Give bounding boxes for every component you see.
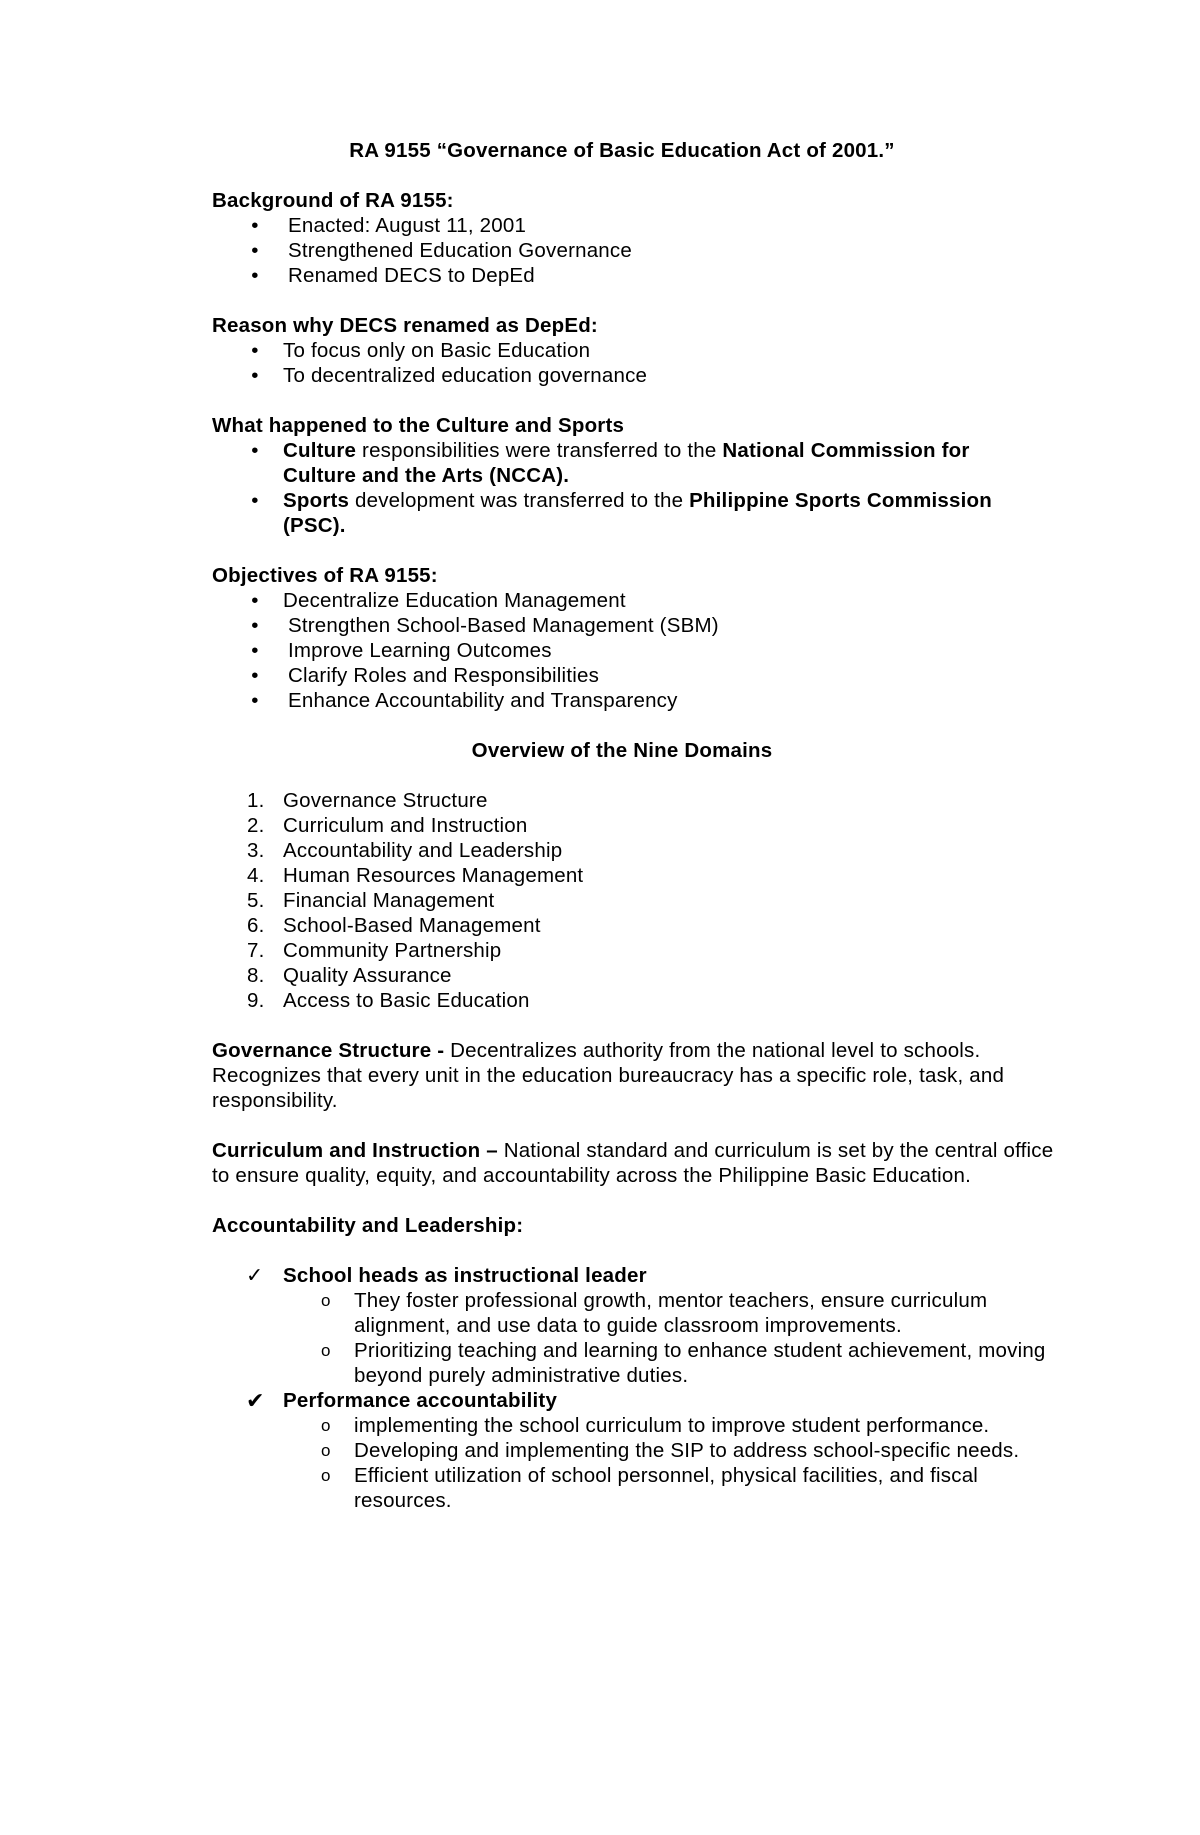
list-item: • Improve Learning Outcomes [212, 638, 1072, 663]
domains-heading: Overview of the Nine Domains [471, 739, 773, 762]
list-item: • Enhance Accountability and Transparency [212, 688, 1072, 713]
bullet-icon: • [251, 439, 259, 462]
document-content [212, 138, 1072, 1538]
document-title: RA 9155 “Governance of Basic Education Act of 2001.” [349, 139, 895, 162]
group-label: Performance accountability [283, 1389, 558, 1412]
culture-sports-section [212, 413, 1072, 538]
bullet-icon: • [251, 264, 259, 287]
list-item: • Enacted: August 11, 2001 [212, 213, 1072, 238]
sub-list [212, 1288, 1072, 1388]
group-label: School heads as instructional leader [283, 1264, 647, 1287]
list-item: 6. School-Based Management [247, 914, 541, 937]
domains-section [212, 788, 1072, 1013]
bullet-icon: • [251, 589, 259, 612]
governance-structure-paragraph [212, 1038, 1072, 1113]
governance-structure-term: Governance Structure - [212, 1039, 451, 1062]
domains-list [212, 788, 1072, 1013]
reason-section [212, 313, 1072, 388]
governance-structure-text: Decentralizes authority from the national level to schools. Recognizes that every unit in the education bureaucracy has a specific role, task, and responsibility. [212, 1039, 1005, 1112]
reason-list [212, 338, 1072, 388]
bullet-icon: • [251, 489, 259, 512]
bullet-icon: • [251, 364, 259, 387]
bullet-icon: • [251, 689, 259, 712]
list-item: • Strengthened Education Governance [212, 238, 1072, 263]
curriculum-instruction-text: National standard and curriculum is set by the central office to ensure quality, equity, and accountability across the Philippine Basic Education. [212, 1139, 1054, 1187]
reason-heading: Reason why DECS renamed as DepEd: [212, 314, 598, 337]
list-item: • Clarify Roles and Responsibilities [212, 663, 1072, 688]
objectives-section [212, 563, 1072, 713]
curriculum-instruction-paragraph [212, 1138, 1072, 1188]
culture-sports-list [212, 438, 1072, 538]
list-item: o Developing and implementing the SIP to address school-specific needs. [321, 1439, 1020, 1462]
objectives-list [212, 588, 1072, 713]
list-item [212, 1263, 1072, 1388]
list-item: 9. Access to Basic Education [247, 989, 530, 1012]
circle-bullet-icon: o [321, 1291, 331, 1310]
list-item: • Renamed DECS to DepEd [212, 263, 1072, 288]
list-item: • Strengthen School-Based Management (SBM) [212, 613, 1072, 638]
culture-sports-heading: What happened to the Culture and Sports [212, 414, 625, 437]
circle-bullet-icon: o [321, 1416, 331, 1435]
background-heading: Background of RA 9155: [212, 189, 454, 212]
accountability-list [212, 1263, 1072, 1513]
bullet-icon: • [251, 214, 259, 237]
circle-bullet-icon: o [321, 1466, 331, 1485]
list-item: • Culture responsibilities were transferred to the National Commission for Culture and the Arts (NCCA). [212, 438, 1003, 488]
bullet-icon: • [251, 639, 259, 662]
list-item: 4. Human Resources Management [247, 864, 584, 887]
list-item: o implementing the school curriculum to improve student performance. [321, 1414, 990, 1437]
list-item: • To focus only on Basic Education [212, 338, 1072, 363]
list-item: 8. Quality Assurance [247, 964, 452, 987]
list-item: o Prioritizing teaching and learning to enhance student achievement, moving beyond purely administrative duties. [321, 1339, 1046, 1387]
accountability-section [212, 1213, 1072, 1513]
objectives-heading: Objectives of RA 9155: [212, 564, 438, 587]
list-item: 2. Curriculum and Instruction [247, 814, 528, 837]
bullet-icon: • [251, 239, 259, 262]
sub-list [212, 1413, 1072, 1513]
bullet-icon: • [251, 614, 259, 637]
list-item: • Sports development was transferred to the Philippine Sports Commission (PSC). [212, 488, 1023, 538]
bullet-icon: • [251, 339, 259, 362]
list-item: o Efficient utilization of school personnel, physical facilities, and fiscal resources. [321, 1464, 979, 1512]
list-item: 5. Financial Management [247, 889, 495, 912]
list-item [212, 1388, 1072, 1513]
list-item: • Decentralize Education Management [212, 588, 1072, 613]
list-item: o They foster professional growth, mentor teachers, ensure curriculum alignment, and use data to guide classroom improvements. [321, 1289, 988, 1337]
checkmark-icon: ✔ [246, 1388, 265, 1413]
bullet-icon: • [251, 664, 259, 687]
curriculum-instruction-term: Curriculum and Instruction – [212, 1139, 504, 1162]
background-list [212, 213, 1072, 288]
circle-bullet-icon: o [321, 1341, 331, 1360]
accountability-heading: Accountability and Leadership: [212, 1214, 524, 1237]
checkmark-icon: ✓ [246, 1264, 264, 1287]
list-item: • To decentralized education governance [212, 363, 1072, 388]
list-item: 3. Accountability and Leadership [247, 839, 563, 862]
background-section [212, 188, 1072, 288]
list-item: 1. Governance Structure [247, 789, 488, 812]
circle-bullet-icon: o [321, 1441, 331, 1460]
list-item: 7. Community Partnership [247, 939, 502, 962]
